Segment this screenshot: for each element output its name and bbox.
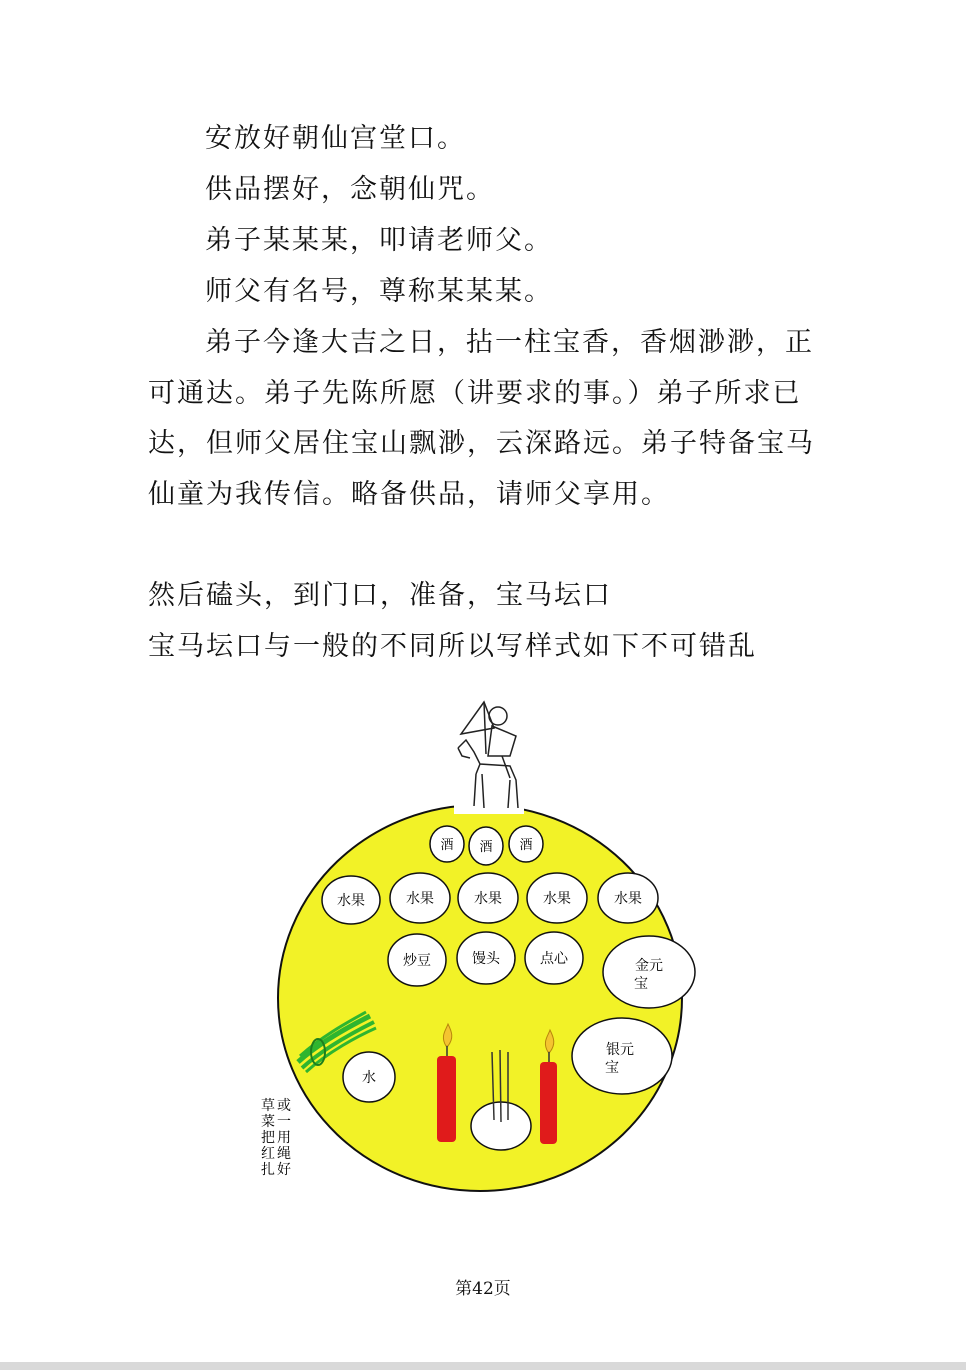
svg-text:一: 一	[277, 1114, 291, 1130]
grass-note	[261, 1098, 291, 1178]
svg-text:水果: 水果	[406, 891, 434, 907]
svg-text:用: 用	[277, 1130, 291, 1146]
wine-cup	[430, 826, 464, 862]
fruit-plate	[390, 873, 450, 923]
wine-cup	[509, 826, 543, 862]
fruit-plate	[598, 873, 658, 923]
page-bottom-edge	[0, 1362, 966, 1370]
svg-text:把: 把	[261, 1130, 275, 1146]
steamed-bun-plate	[457, 932, 515, 984]
horse-rider-figure	[454, 702, 524, 814]
silver-ingot-plate	[572, 1018, 672, 1094]
fruit-plate	[322, 876, 380, 924]
altar-diagram	[240, 690, 720, 1200]
svg-text:点心: 点心	[540, 951, 568, 967]
svg-text:酒: 酒	[479, 840, 493, 855]
instruction-line: 宝马坛口与一般的不同所以写样式如下不可错乱	[148, 631, 757, 662]
svg-text:水: 水	[362, 1070, 376, 1086]
pastry-plate	[525, 932, 583, 984]
svg-text:红: 红	[261, 1146, 275, 1162]
svg-text:宝: 宝	[605, 1060, 619, 1076]
paragraph-line: 弟子今逢大吉之日，拈一柱宝香，香烟渺渺，正	[205, 327, 814, 358]
instruction-line: 然后磕头，到门口，准备，宝马坛口	[148, 580, 612, 611]
svg-text:宝: 宝	[634, 976, 648, 992]
svg-text:水果: 水果	[474, 891, 502, 907]
text-line: 师父有名号，尊称某某某。	[205, 276, 553, 307]
fruit-plate	[458, 873, 518, 923]
gold-ingot-plate	[603, 936, 695, 1008]
fruit-plate	[527, 873, 587, 923]
text-line: 弟子某某某，叩请老师父。	[205, 225, 553, 256]
svg-text:炒豆: 炒豆	[403, 953, 431, 969]
svg-text:绳: 绳	[277, 1146, 291, 1162]
paragraph-line: 仙童为我传信。略备供品，请师父享用。	[148, 479, 670, 510]
svg-text:草: 草	[261, 1098, 275, 1114]
page-number: 第42页	[455, 1279, 511, 1299]
svg-text:水果: 水果	[337, 893, 365, 909]
svg-text:水果: 水果	[614, 891, 642, 907]
svg-text:水果: 水果	[543, 891, 571, 907]
svg-text:菜: 菜	[261, 1114, 275, 1130]
paragraph-line: 可通达。弟子先陈所愿（讲要求的事。）弟子所求已	[148, 378, 802, 409]
svg-text:金元: 金元	[635, 958, 663, 974]
svg-text:好: 好	[277, 1162, 291, 1178]
svg-text:酒: 酒	[519, 838, 533, 853]
svg-text:馒头: 馒头	[472, 951, 500, 967]
text-line: 安放好朝仙宫堂口。	[205, 123, 466, 154]
water-bowl	[343, 1052, 395, 1102]
paragraph-line: 达，但师父居住宝山飘渺，云深路远。弟子特备宝马	[148, 428, 815, 459]
text-line: 供品摆好，念朝仙咒。	[205, 174, 495, 205]
svg-text:或: 或	[277, 1098, 291, 1114]
fried-beans-plate	[388, 934, 446, 986]
svg-text:扎: 扎	[261, 1162, 275, 1178]
wine-cup	[469, 827, 503, 865]
svg-text:银元: 银元	[606, 1042, 634, 1058]
svg-text:酒: 酒	[440, 838, 454, 853]
